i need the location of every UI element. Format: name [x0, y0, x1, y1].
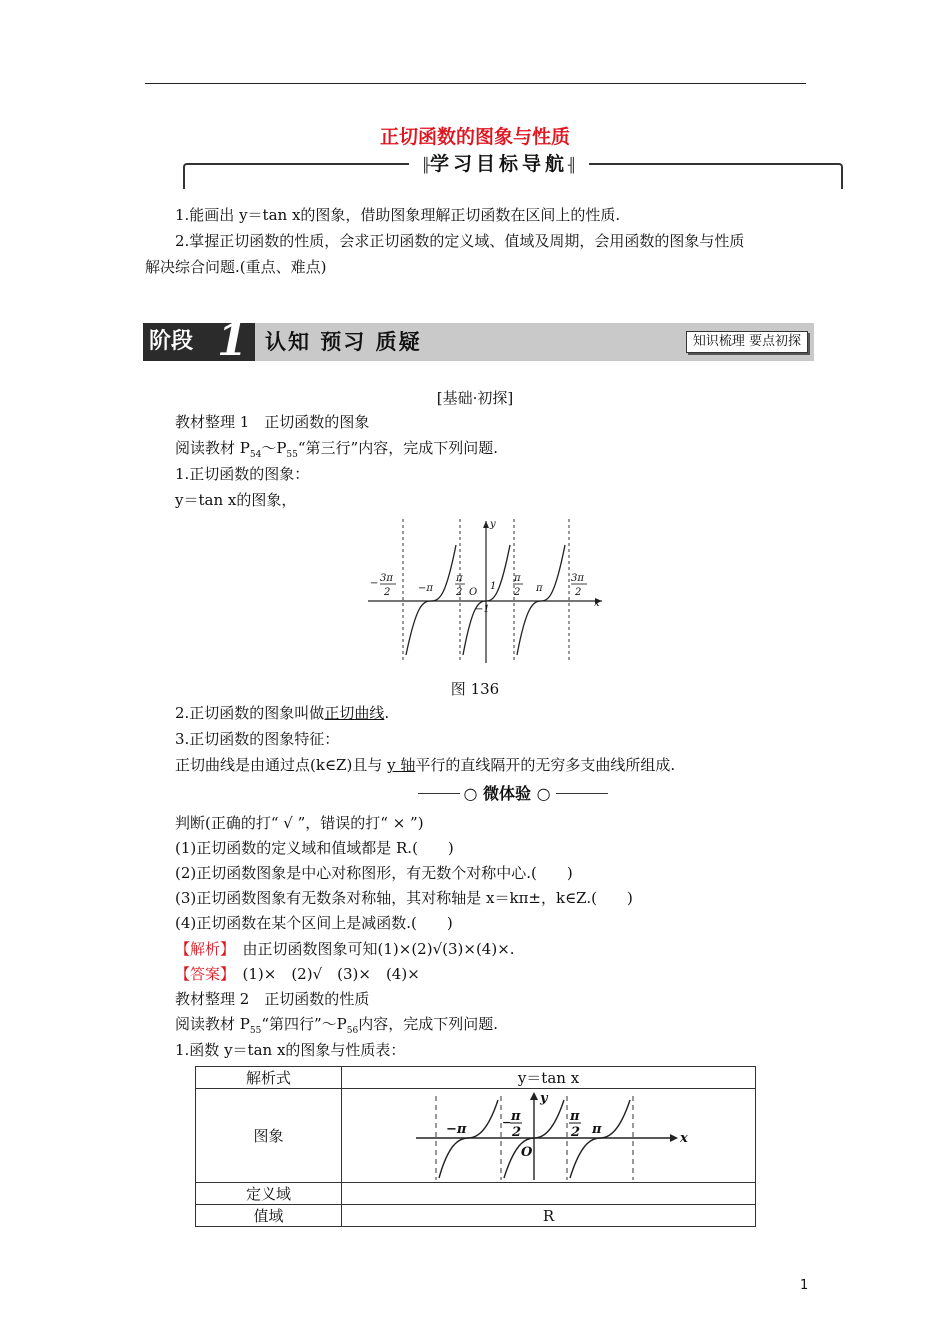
label-x: x	[594, 598, 600, 609]
answer-label: 【答案】	[175, 965, 228, 983]
tan-branch-right	[517, 545, 565, 655]
analysis-label: 【解析】	[175, 940, 228, 958]
table-cell	[342, 1183, 756, 1205]
goal-2: 2.掌握正切函数的性质，会求正切函数的定义域、值域及周期，会用函数的图象与性质	[175, 232, 745, 250]
term-tangent-curve: 正切曲线	[324, 704, 385, 722]
tan-branch-left	[406, 545, 456, 655]
label2-neg-pi: −π	[446, 1121, 467, 1137]
table-cell-graph	[342, 1089, 756, 1183]
label2-half-pi-den: 2	[571, 1124, 581, 1140]
banner-bars-left: ╟	[421, 158, 430, 174]
part1-item2: 2.正切函数的图象叫做正切曲线.	[175, 704, 390, 722]
quiz-q4: (4)正切函数在某个区间上是减函数.( )	[175, 914, 453, 932]
table-cell: y＝tan x	[342, 1067, 756, 1089]
part1-item1: 1.正切函数的图象：	[175, 465, 310, 483]
section-tag: [基础·初探]	[436, 389, 514, 407]
header-rule	[145, 83, 806, 84]
micro-divider	[418, 781, 608, 805]
quiz-q2: (2)正切函数图象是中心对称图形，有无数个对称中心.( )	[175, 864, 573, 882]
label2-origin: O	[521, 1144, 533, 1160]
label2-neg-half-pi: π	[511, 1108, 521, 1124]
label-one: 1	[490, 581, 497, 592]
label-neg-half-pi: π	[456, 573, 463, 584]
x-arrow-2	[670, 1134, 678, 1142]
y-arrow	[483, 521, 489, 528]
figure-caption: 图 136	[450, 680, 500, 698]
goal-1: 1.能画出 y＝tan x的图象，借助图象理解正切函数在区间上的性质.	[175, 206, 621, 224]
label2-y: y	[540, 1090, 548, 1106]
label-neg-half-pi-den: 2	[456, 587, 463, 598]
page-number: 1	[800, 1278, 809, 1293]
stage-banner	[143, 315, 814, 366]
goal-banner-label	[409, 149, 589, 179]
part1-read: 阅读教材 $P_{54}\sim P_{55}“$第三行”内容，完成下列问题.	[175, 439, 498, 460]
stage-tag: 知识梳理 要点初探	[686, 331, 808, 353]
part1-heading: 教材整理 1 正切函数的图象	[175, 413, 370, 431]
part2-item1: 1.函数 y＝tan x的图象与性质表：	[175, 1041, 406, 1059]
term-y-axis: y 轴	[387, 756, 416, 774]
part1-item3: 3.正切函数的图象特征：	[175, 730, 340, 748]
label-neg-one: −1	[475, 604, 490, 615]
label2-half-pi: π	[570, 1108, 580, 1124]
label-neg-pi: −π	[418, 583, 433, 594]
stage-title: 认知 预习 质疑	[265, 329, 422, 354]
label-3pi: 3π	[380, 573, 393, 584]
table-row	[196, 1067, 756, 1089]
table-row	[196, 1089, 756, 1183]
stage-number: 1	[217, 315, 248, 366]
label-3pi-pos: 3π	[571, 573, 584, 584]
label-origin: O	[469, 587, 478, 598]
table-row	[196, 1205, 756, 1227]
label-3pi-den: 2	[384, 587, 391, 598]
goal-header: 学习目标导航	[429, 153, 568, 175]
stage-label: 阶段	[149, 329, 194, 354]
property-table	[195, 1066, 756, 1227]
part2-read: 阅读教材 $P_{55}“$第四行$”\sim P_{56}$内容，完成下列问题.	[175, 1015, 498, 1036]
part1-item1b: y＝tan x的图象，	[175, 491, 297, 509]
tan2-branch-left	[439, 1100, 498, 1178]
label2-minus: −	[502, 1115, 512, 1129]
tangent-graph-2	[414, 1090, 694, 1182]
label-half-pi-den: 2	[514, 587, 521, 598]
quiz-q1: (1)正切函数的定义域和值域都是 R.( )	[175, 839, 454, 857]
y-arrow-2	[530, 1092, 538, 1100]
goal-2-cont: 解决综合问题.(重点、难点)	[145, 258, 327, 276]
table-cell: 定义域	[196, 1183, 342, 1205]
label-pi: π	[536, 583, 543, 594]
banner-bars-right: ╢	[568, 158, 577, 174]
page-title: 正切函数的图象与性质	[379, 126, 570, 148]
micro-label: ○ 微体验 ○	[463, 784, 551, 803]
table-row	[196, 1183, 756, 1205]
label-y: y	[490, 519, 496, 530]
tangent-graph-1	[368, 515, 614, 667]
quiz-answer: 【答案】 (1)× (2)√ (3)× (4)×	[175, 965, 420, 983]
part1-item3b: 正切曲线是由通过点(k∈Z)且与 y 轴平行的直线隔开的无穷多支曲线所组成.	[175, 756, 676, 774]
label2-x: x	[680, 1130, 688, 1146]
quiz-q3: (3)正切函数图象有无数条对称轴，其对称轴是 x＝kπ±，k∈Z.( )	[175, 889, 633, 907]
table-cell: R	[342, 1205, 756, 1227]
table-cell: 图象	[196, 1089, 342, 1183]
label-minus-a: −	[370, 578, 379, 589]
part2-heading: 教材整理 2 正切函数的性质	[175, 990, 370, 1008]
label2-neg-half-pi-den: 2	[512, 1124, 522, 1140]
table-cell: 值域	[196, 1205, 342, 1227]
label-3pi-pos-den: 2	[575, 587, 582, 598]
goal-banner	[183, 153, 841, 189]
label-half-pi: π	[514, 573, 521, 584]
table-cell: 解析式	[196, 1067, 342, 1089]
label2-pi: π	[592, 1121, 602, 1137]
quiz-intro: 判断(正确的打“ √ ”，错误的打“ × ”)	[175, 814, 424, 832]
quiz-analysis: 【解析】 由正切函数图象可知(1)×(2)√(3)×(4)×.	[175, 940, 515, 958]
